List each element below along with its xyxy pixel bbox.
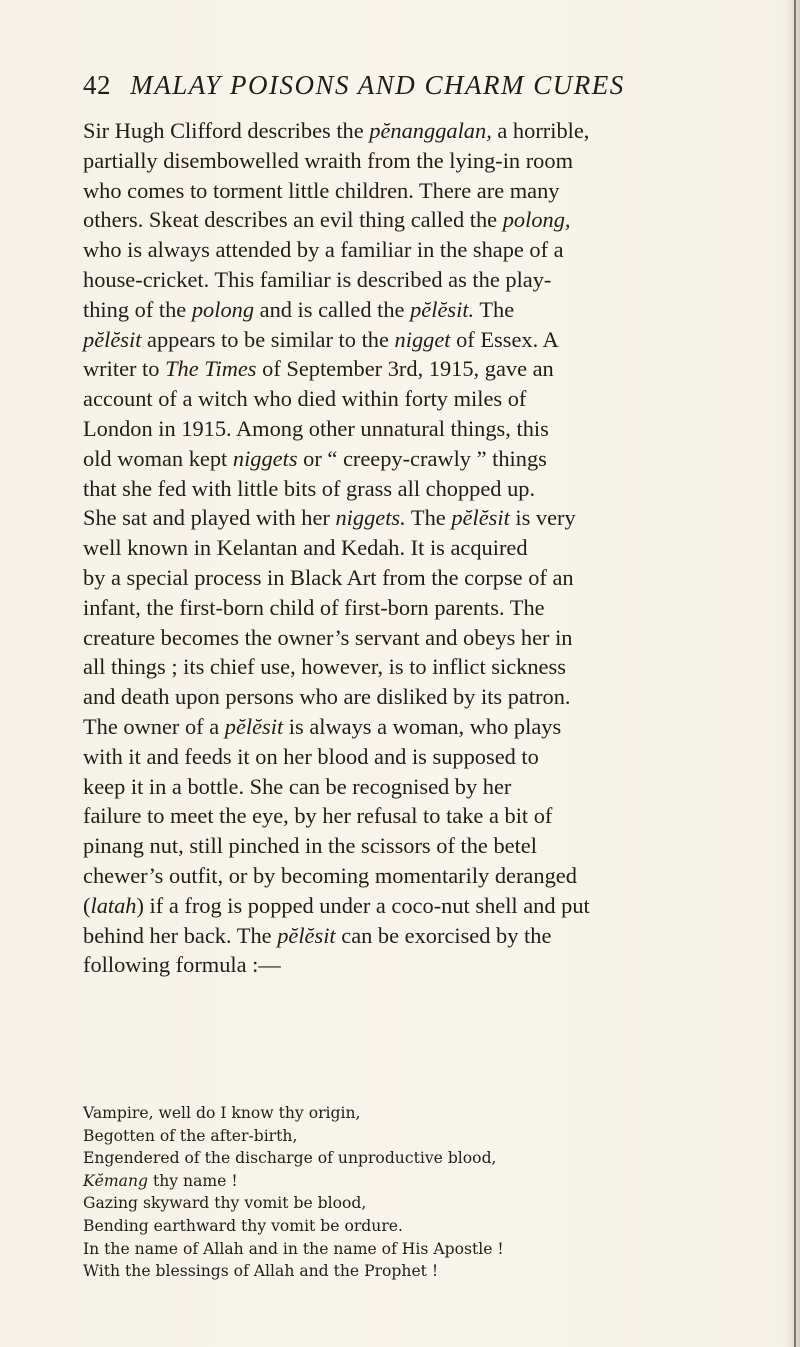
text-segment: partially disembowelled wraith from the lying-in room — [83, 147, 573, 173]
text-segment: others. Skeat describes an evil thing called the — [83, 207, 503, 233]
text-segment: and is called the — [254, 296, 411, 322]
verse-line — [83, 1192, 703, 1215]
body-line — [83, 742, 739, 772]
text-segment: account of a witch who died within forty miles of — [83, 386, 527, 412]
text-segment: can be exorcised by the — [335, 922, 552, 948]
text-segment: niggets. — [335, 505, 406, 531]
body-line — [83, 652, 739, 682]
verse-line — [83, 1238, 703, 1261]
body-line — [83, 176, 739, 206]
text-segment: chewer’s outfit, or by becoming momentarily deranged — [83, 862, 577, 888]
body-line — [83, 205, 739, 235]
verse-line — [83, 1147, 703, 1170]
page-number: 42 — [83, 70, 111, 100]
text-segment: following formula :— — [83, 952, 281, 978]
text-segment: thy name ! — [148, 1171, 238, 1190]
text-segment: keep it in a bottle. She can be recognised by her — [83, 773, 512, 799]
text-segment: pĕlĕsit — [224, 713, 284, 739]
text-segment: writer to — [83, 356, 166, 382]
text-segment: With the blessings of Allah and the Prophet ! — [83, 1262, 439, 1281]
body-line — [83, 623, 739, 653]
body-line — [83, 772, 739, 802]
text-segment: pinang nut, still pinched in the scissors of the betel — [83, 833, 537, 859]
text-segment: that she fed with little bits of grass all chopped up. — [83, 475, 536, 501]
text-segment: nigget — [394, 326, 451, 352]
text-segment: polong, — [502, 207, 571, 233]
verse-line — [83, 1260, 703, 1283]
text-segment: ( — [83, 892, 91, 918]
text-segment: niggets — [232, 445, 298, 471]
verse-line — [83, 1125, 703, 1148]
body-line — [83, 891, 739, 921]
text-segment: is always a woman, who plays — [283, 713, 562, 739]
body-line — [83, 295, 739, 325]
text-segment: or “ creepy-crawly ” things — [297, 445, 547, 471]
text-segment: ) if a frog is popped under a coco-nut shell and put — [136, 892, 590, 918]
text-segment: who is always attended by a familiar in the shape of a — [83, 237, 564, 263]
text-segment: behind her back. The — [83, 922, 278, 948]
text-segment: well known in Kelantan and Kedah. It is acquired — [83, 535, 528, 561]
text-segment: The — [405, 505, 452, 531]
text-segment: infant, the first-born child of first-born parents. The — [83, 594, 545, 620]
text-segment: Vampire, well do I know thy origin, — [83, 1104, 361, 1122]
body-line — [83, 474, 739, 504]
text-segment: The owner of a — [83, 713, 225, 739]
body-line — [83, 116, 739, 146]
text-segment: a horrible, — [491, 118, 590, 143]
text-segment: Begotten of the after-birth, — [83, 1126, 298, 1145]
text-segment: appears to be similar to the — [141, 326, 395, 352]
text-segment: of September 3rd, 1915, gave an — [256, 356, 554, 382]
text-segment: house-cricket. This familiar is described as the play- — [83, 266, 552, 292]
text-segment: Engendered of the discharge of unproductive blood, — [83, 1149, 497, 1168]
body-line — [83, 384, 739, 414]
body-paragraph — [83, 116, 739, 980]
body-line — [83, 801, 739, 831]
text-segment: The Times — [165, 356, 257, 382]
body-line — [83, 563, 739, 593]
page-edge-shadow — [786, 0, 800, 1347]
body-line — [83, 712, 739, 742]
body-line — [83, 921, 739, 951]
page-edge-line — [794, 0, 796, 1347]
text-segment: failure to meet the eye, by her refusal to take a bit of — [83, 803, 553, 829]
text-segment: polong — [191, 296, 255, 322]
body-line — [83, 682, 739, 712]
body-line — [83, 831, 739, 861]
body-line — [83, 861, 739, 891]
body-line — [83, 354, 739, 384]
body-line — [83, 593, 739, 623]
verse-line — [83, 1102, 703, 1125]
text-segment: pĕlĕsit — [83, 326, 142, 352]
verse-line — [83, 1215, 703, 1238]
text-segment: of Essex. A — [450, 326, 559, 352]
body-line — [83, 503, 739, 533]
text-segment: all things ; its chief use, however, is to inflict sickness — [83, 654, 566, 680]
body-line — [83, 235, 739, 265]
text-segment: latah — [90, 892, 137, 918]
text-segment: with it and feeds it on her blood and is supposed to — [83, 743, 539, 769]
text-segment: thing of the — [83, 296, 192, 322]
text-segment: pĕnanggalan, — [369, 118, 492, 143]
text-segment: Kĕmang — [83, 1171, 148, 1190]
text-segment: Gazing skyward thy vomit be blood, — [83, 1194, 367, 1213]
body-line — [83, 950, 739, 980]
text-segment: London in 1915. Among other unnatural things, this — [83, 415, 549, 441]
text-segment: Bending earthward thy vomit be ordure. — [83, 1216, 403, 1235]
text-segment: pĕlĕsit — [451, 505, 510, 531]
exorcism-formula — [83, 1102, 703, 1283]
body-line — [83, 146, 739, 176]
text-segment: pĕlĕsit — [277, 922, 336, 948]
text-segment: who comes to torment little children. There are many — [83, 177, 560, 203]
text-segment: pĕlĕsit. — [410, 296, 475, 322]
body-line — [83, 533, 739, 563]
verse-line — [83, 1170, 703, 1193]
text-segment: creature becomes the owner’s servant and obeys her in — [83, 624, 573, 650]
text-segment: The — [474, 296, 515, 322]
running-head: MALAY POISONS AND CHARM CURES — [130, 70, 625, 100]
body-line — [83, 325, 739, 355]
body-line — [83, 265, 739, 295]
text-segment: Sir Hugh Clifford describes the — [83, 118, 370, 143]
text-segment: by a special process in Black Art from the corpse of an — [83, 564, 574, 590]
text-segment: She sat and played with her — [83, 505, 336, 531]
text-segment: is very — [509, 505, 576, 531]
text-segment: old woman kept — [83, 445, 233, 471]
page-header — [83, 70, 723, 101]
body-line — [83, 414, 739, 444]
text-segment: In the name of Allah and in the name of His Apostle ! — [83, 1239, 504, 1258]
body-line — [83, 444, 739, 474]
text-segment: and death upon persons who are disliked by its patron. — [83, 684, 571, 710]
